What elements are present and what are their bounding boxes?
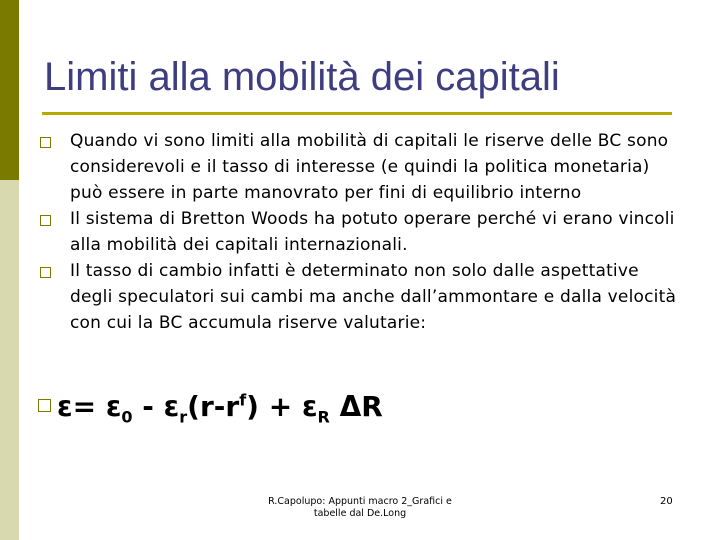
formula-epsilon: ε	[57, 390, 73, 423]
formula-epsilon: ε	[105, 390, 122, 423]
page-number: 20	[660, 496, 673, 507]
formula-subscript: R	[317, 407, 330, 427]
formula-epsilon: ε	[163, 390, 180, 423]
formula-delta: Δ	[339, 390, 362, 423]
exchange-rate-formula	[38, 390, 383, 427]
slide-footer: R.Capolupo: Appunti macro 2_Grafici e tabelle dal De.Long	[268, 496, 452, 519]
formula-superscript: f	[239, 390, 247, 410]
formula-equals: =	[72, 390, 97, 423]
square-bullet-icon	[38, 399, 51, 412]
formula-subscript: 0	[121, 407, 133, 427]
formula-paren-close: )	[246, 390, 259, 423]
square-bullet-icon	[40, 137, 51, 148]
formula-epsilon: ε	[301, 390, 318, 423]
bullet-item	[38, 206, 678, 258]
left-decorative-bar	[0, 0, 19, 540]
slide-title: Limiti alla mobilità dei capitali	[44, 55, 560, 99]
bullet-list	[38, 128, 678, 336]
bullet-text: Quando vi sono limiti alla mobilità di capitali le riserve delle BC sono considerevoli e il tasso di interesse (e quindi la politica monetaria) può essere in parte manovrato per fini di equilibrio interno	[70, 131, 669, 203]
bullet-item	[38, 128, 678, 206]
square-bullet-icon	[40, 267, 51, 278]
formula-subscript: r	[179, 407, 188, 427]
formula-paren-expr: (r-r	[187, 390, 240, 423]
bullet-text: Il tasso di cambio infatti è determinato non solo dalle aspettative degli speculatori sui cambi ma anche dall’ammontare e dalla velocità con cui la BC accumula riserve valutarie:	[70, 261, 677, 333]
square-bullet-icon	[40, 215, 51, 226]
formula-R: R	[361, 390, 383, 423]
left-bar-light-segment	[0, 180, 19, 540]
formula-minus: -	[142, 390, 154, 423]
bullet-item	[38, 258, 678, 336]
bullet-text: Il sistema di Bretton Woods ha potuto operare perché vi erano vincoli alla mobilità dei capitali internazionali.	[70, 209, 675, 255]
formula-plus: +	[268, 390, 293, 423]
title-underline	[42, 112, 672, 115]
